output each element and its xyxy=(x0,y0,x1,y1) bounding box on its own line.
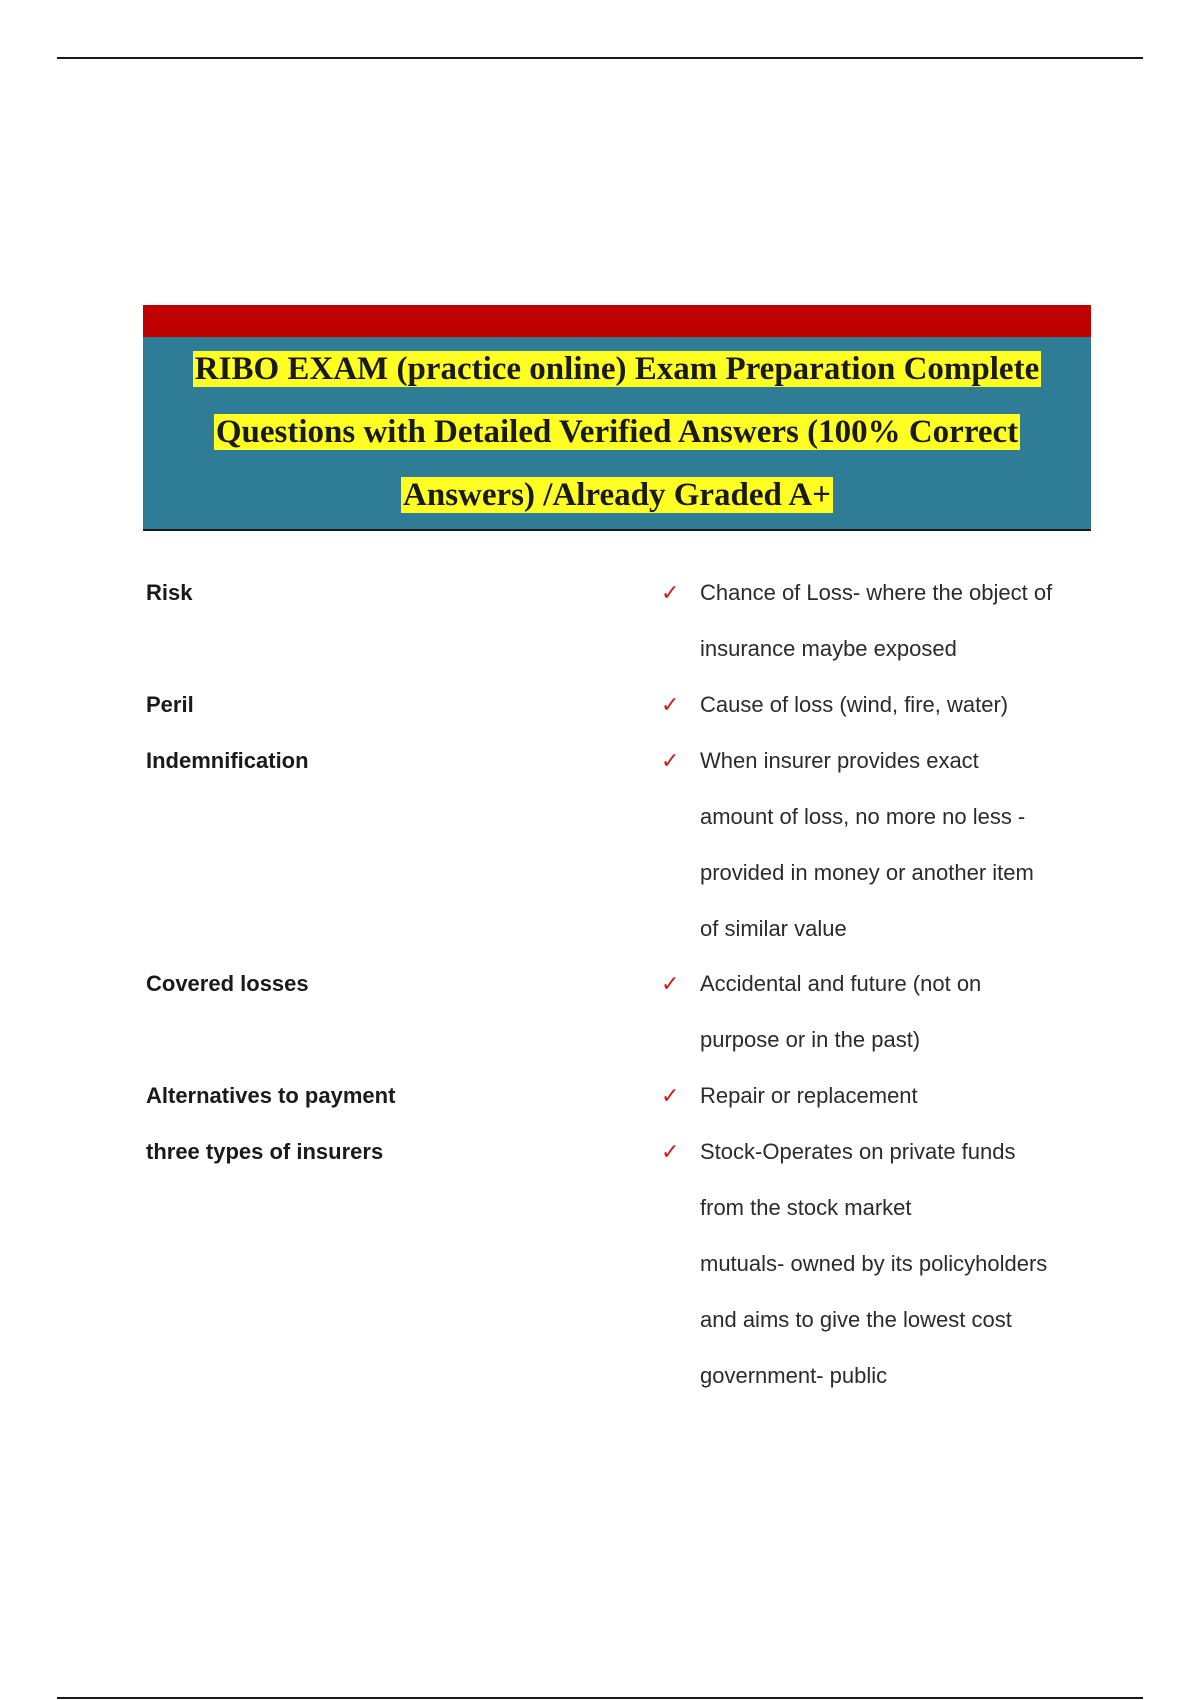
answer-line: and aims to give the lowest cost xyxy=(700,1307,1012,1332)
title-line-1: RIBO EXAM (practice online) Exam Preparation Complete xyxy=(194,351,1040,387)
check-icon: ✓ xyxy=(661,971,680,996)
check-icon: ✓ xyxy=(661,692,680,717)
term: Covered losses xyxy=(146,971,309,996)
answer xyxy=(700,677,1100,733)
term: three types of insurers xyxy=(146,1139,384,1164)
answer xyxy=(700,1068,1100,1124)
answer-line: government- public xyxy=(700,1363,888,1388)
answer xyxy=(700,565,1100,677)
answer-line: from the stock market xyxy=(700,1195,912,1220)
term: Alternatives to payment xyxy=(146,1083,396,1108)
answer-line: When insurer provides exact xyxy=(700,748,979,773)
term: Indemnification xyxy=(146,748,309,773)
answer-line: Accidental and future (not on xyxy=(700,971,982,996)
answer-line: Chance of Loss- where the object of xyxy=(700,580,1053,605)
answer-line: amount of loss, no more no less - xyxy=(700,804,1026,829)
title-red-bar xyxy=(143,305,1091,337)
bottom-rule xyxy=(57,1697,1143,1699)
title-banner xyxy=(143,305,1091,531)
term: Risk xyxy=(146,580,193,605)
answer-line: Cause of loss (wind, fire, water) xyxy=(700,692,1009,717)
answer xyxy=(700,1124,1100,1404)
term: Peril xyxy=(146,692,194,717)
answer-line: Stock-Operates on private funds xyxy=(700,1139,1016,1164)
top-rule xyxy=(57,57,1143,59)
answer xyxy=(700,733,1100,957)
title-line-3: Answers) /Already Graded A+ xyxy=(403,477,831,513)
check-icon: ✓ xyxy=(661,1139,680,1164)
answer-line: mutuals- owned by its policyholders xyxy=(700,1251,1048,1276)
check-icon: ✓ xyxy=(661,1083,680,1108)
check-icon: ✓ xyxy=(661,748,680,773)
answer-line: provided in money or another item xyxy=(700,860,1034,885)
document-title xyxy=(143,337,1091,527)
answer xyxy=(700,956,1100,1068)
answer-line: of similar value xyxy=(700,916,847,941)
answer-line: insurance maybe exposed xyxy=(700,636,957,661)
title-line-2: Questions with Detailed Verified Answers (100% Correct xyxy=(215,414,1019,450)
answer-line: Repair or replacement xyxy=(700,1083,918,1108)
check-icon: ✓ xyxy=(661,580,680,605)
answer-line: purpose or in the past) xyxy=(700,1027,921,1052)
